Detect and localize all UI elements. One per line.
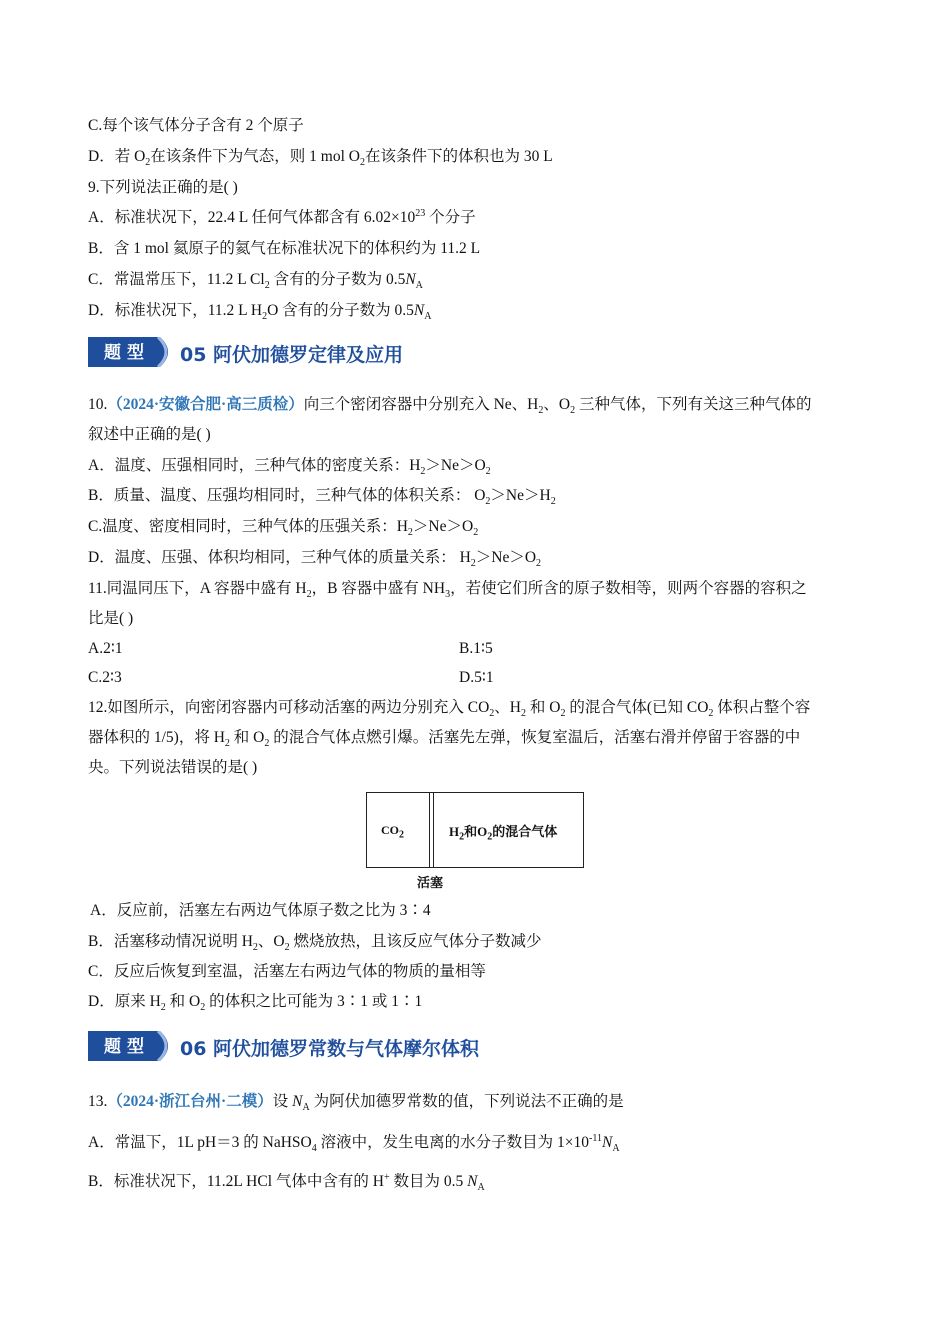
q11-stem-line2: 比是( ) bbox=[88, 610, 134, 627]
section-tag-text: 题 型 bbox=[104, 343, 144, 363]
q8-option-d: D．若 $O_2$在该条件下为气态，则 1 mol $O_2$在该条件下的体积也为 30 L bbox=[88, 148, 553, 169]
q9-option-b: B．含 1 mol 氦原子的氦气在标准状况下的体积约为 11.2 L bbox=[88, 240, 481, 257]
q8-option-c: C.每个该气体分子含有 2 个原子 bbox=[88, 117, 304, 134]
section-title: 06 阿伏加德罗常数与气体摩尔体积 bbox=[180, 1038, 480, 1060]
q11-option-d: D.5∶1 bbox=[459, 669, 494, 686]
q10-option-a: A．温度、压强相同时，三种气体的密度关系：$H_2>Ne>O_2$ bbox=[88, 457, 491, 478]
q11-option-a: A.2∶1 bbox=[88, 640, 123, 657]
section-tag-badge bbox=[88, 1031, 174, 1061]
q13-option-b: B．标准状况下，11.2L HCl 气体中含有的 H+ 数目为 0.5 $N_A$ bbox=[88, 1171, 485, 1194]
q9-option-c: C．常温常压下，11.2 L $Cl_2$ 含有的分子数为 $0.5N_A$ bbox=[88, 271, 423, 292]
q12-stem-line3: 央。下列说法错误的是( ) bbox=[88, 759, 258, 776]
q12-option-d: D．原来 $H_2$ 和 $O_2$ 的体积之比可能为 3∶1 或 1∶1 bbox=[88, 993, 423, 1014]
q9-option-a: A．标准状况下，22.4 L 任何气体都含有 $6.02\times 10^{23}$ 个分子 bbox=[88, 207, 476, 226]
q12-stem-line1: 12.如图所示，向密闭容器内可移动活塞的两边分别充入 $CO_2$、$H_2$ 和 $O_2$ 的混合气体(已知 $CO_2$ 体积占整个容 bbox=[88, 699, 811, 720]
q9-option-d: D．标准状况下，11.2 L $H_2O$ 含有的分子数为 $0.5N_A$ bbox=[88, 302, 432, 323]
section-tag-text: 题 型 bbox=[104, 1037, 144, 1057]
q12-option-a: A．反应前，活塞左右两边气体原子数之比为 3∶4 bbox=[90, 902, 431, 919]
q13-stem: 13.（2024·浙江台州·二模）设 $N_A$ 为阿伏加德罗常数的值，下列说法不正确的是 bbox=[88, 1093, 624, 1114]
q9-stem: 9.下列说法正确的是( ) bbox=[88, 179, 238, 196]
q10-option-b: B．质量、温度、压强均相同时，三种气体的体积关系： $O_2>Ne>H_2$ bbox=[88, 487, 556, 508]
h2-o2-chamber-label: $H_2$和$O_2$的混合气体 bbox=[449, 824, 558, 843]
q11-stem-line1: 11.同温同压下，A 容器中盛有 $H_2$，B 容器中盛有 $NH_3$，若使它们所含的原子数相等，则两个容器的容积之 bbox=[88, 580, 807, 601]
q10-stem-line2: 叙述中正确的是( ) bbox=[88, 426, 211, 443]
piston bbox=[429, 793, 434, 867]
q11-option-b: B.1∶5 bbox=[459, 640, 493, 657]
q13-option-a: A．常温下，1L pH＝3 的 NaHSO$_4$ 溶液中，发生电离的水分子数目为 $1\times 10^{-11}N_A$ bbox=[88, 1132, 620, 1155]
container-diagram bbox=[366, 792, 584, 868]
section-tag-badge bbox=[88, 337, 174, 367]
q10-stem-line1: 10.（2024·安徽合肥·高三质检）向三个密闭容器中分别充入 Ne、$H_2$、$O_2$ 三种气体，下列有关这三种气体的 bbox=[88, 396, 812, 417]
q12-option-c: C．反应后恢复到室温，活塞左右两边气体的物质的量相等 bbox=[88, 963, 486, 980]
q12-option-b: B．活塞移动情况说明 $H_2$、$O_2$ 燃烧放热，且该反应气体分子数减少 bbox=[88, 933, 542, 954]
co2-chamber-label: $CO_2$ bbox=[381, 823, 404, 841]
piston-caption: 活塞 bbox=[417, 875, 444, 890]
q13-source: （2024·浙江台州·二模） bbox=[107, 1093, 273, 1110]
section-title: 05 阿伏加德罗定律及应用 bbox=[180, 344, 404, 366]
q10-option-d: D．温度、压强、体积均相同，三种气体的质量关系： $H_2>Ne>O_2$ bbox=[88, 549, 542, 570]
q12-stem-line2: 器体积的 1/5)，将 $H_2$ 和 $O_2$ 的混合气体点燃引爆。活塞先左弹，恢复室温后，活塞右滑并停留于容器的中 bbox=[88, 729, 801, 750]
q10-option-c: C.温度、密度相同时，三种气体的压强关系：$H_2>Ne>O_2$ bbox=[88, 518, 479, 539]
q11-option-c: C.2∶3 bbox=[88, 669, 122, 686]
q10-source: （2024·安徽合肥·高三质检） bbox=[107, 396, 304, 413]
